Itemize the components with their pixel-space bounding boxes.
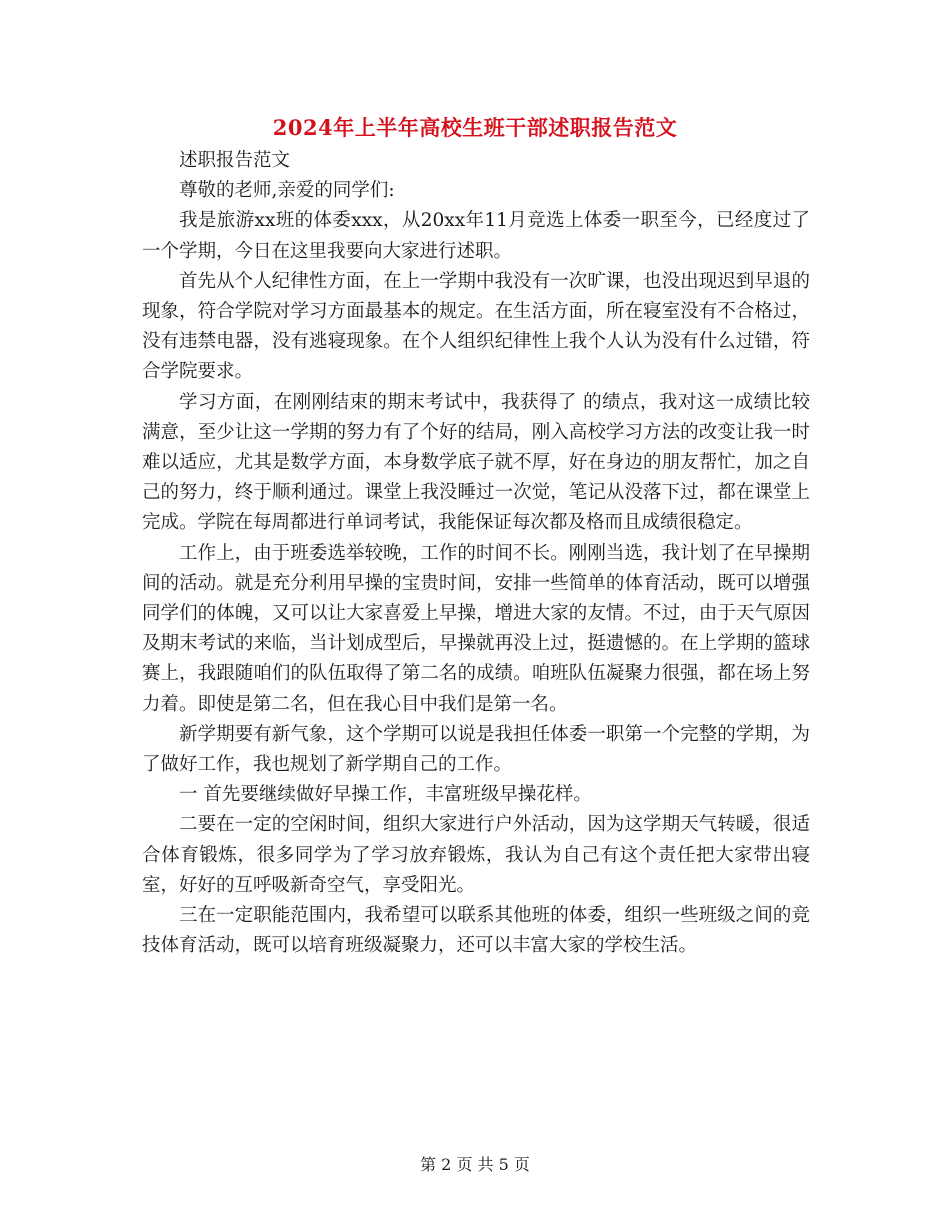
paragraph-study: 学习方面，在刚刚结束的期末考试中，我获得了 的绩点，我对这一成绩比较满意，至少让这一学期的努力有了个好的结局，刚入高校学习方法的改变让我一时难以适应，尤其是数学方面，本身数学底子就不厚，好在身边的朋友帮忙，加之自己的努力，终于顺利通过。课堂上我没睡过一次觉，笔记从没落下过，都在课堂上完成。学院在每周都进行单词考试，我能保证每次都及格而且成绩很稳定。 bbox=[142, 391, 810, 534]
document-title: 2024年上半年高校生班干部述职报告范文 bbox=[272, 115, 678, 140]
paragraph-work: 工作上，由于班委选举较晚，工作的时间不长。刚刚当选，我计划了在早操期间的活动。就是充分利用早操的宝贵时间，安排一些简单的体育活动，既可以增强同学们的体魄，又可以让大家喜爱上早操，增进大家的友情。不过，由于天气原因及期末考试的来临，当计划成型后，早操就再没上过，挺遗憾的。在上学期的篮球赛上，我跟随咱们的队伍取得了第二名的成绩。咱班队伍凝聚力很强，都在场上努力着。即使是第二名，但在我心目中我们是第一名。 bbox=[142, 542, 810, 715]
page-number-footer bbox=[0, 1152, 950, 1175]
paragraph-subtitle: 述职报告范文 bbox=[179, 150, 291, 171]
paragraph-greeting: 尊敬的老师,亲爱的同学们: bbox=[179, 180, 395, 202]
paragraph-discipline: 首先从个人纪律性方面，在上一学期中我没有一次旷课，也没出现迟到早退的现象，符合学院对学习方面最基本的规定。在生活方面，所在寝室没有不合格过，没有违禁电器，没有逃寝现象。在个人组织纪律性上我个人认为没有什么过错，符合学院要求。 bbox=[142, 270, 810, 383]
paragraph-plan-1: 一 首先要继续做好早操工作，丰富班级早操花样。 bbox=[179, 784, 592, 806]
paragraph-plan-3: 三在一定职能范围内，我希望可以联系其他班的体委，组织一些班级之间的竞技体育活动，既可以培育班级凝聚力，还可以丰富大家的学校生活。 bbox=[142, 905, 810, 957]
paragraph-new-term: 新学期要有新气象，这个学期可以说是我担任体委一职第一个完整的学期，为了做好工作，我也规划了新学期自己的工作。 bbox=[142, 723, 810, 776]
document-body bbox=[142, 146, 810, 961]
page-number-text: 第 2 页 共 5 页 bbox=[420, 1155, 530, 1174]
paragraph-intro: 我是旅游xx班的体委xxx，从20xx年11月竞选上体委一职至今，已经度过了一个学期，今日在这里我要向大家进行述职。 bbox=[142, 210, 810, 262]
paragraph-plan-2: 二要在一定的空闲时间，组织大家进行户外活动，因为这学期天气转暖，很适合体育锻炼，很多同学为了学习放弃锻炼，我认为自己有这个责任把大家带出寝室，好好的互呼吸新奇空气，享受阳光。 bbox=[142, 814, 810, 896]
